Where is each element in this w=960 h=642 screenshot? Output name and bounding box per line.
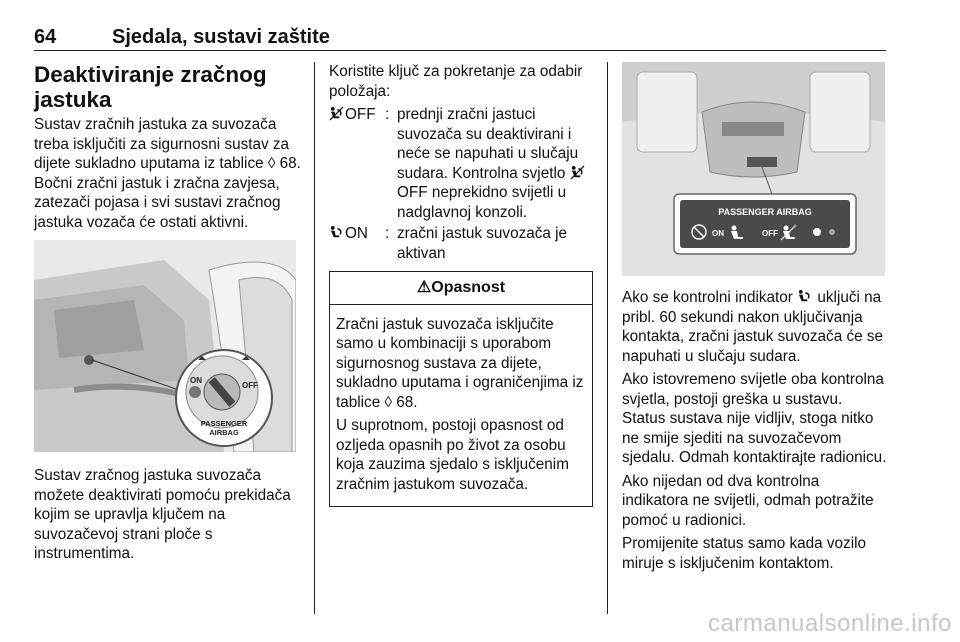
airbag-on-indicator-icon xyxy=(797,289,812,304)
switch-label-on: ON xyxy=(190,376,202,385)
column-1 xyxy=(34,62,302,568)
warning-title: Opasnost xyxy=(431,279,506,296)
watermark: carmanualsonline.info xyxy=(708,610,952,637)
definition-list xyxy=(329,105,593,263)
column-divider-2 xyxy=(607,62,608,614)
switch-label-off: OFF xyxy=(242,381,258,390)
paragraph-switch: Sustav zračnog jastuka suvozača možete deaktivirati pomoću prekidača kojim se upravlja ključem na suvozačevoj strani ploče s instrumentima. xyxy=(34,467,291,562)
heading-airbag-deactivation: Deaktiviranje zračnog jastuka xyxy=(34,62,267,112)
def-item-on: ON : zračni jastuk suvozača je aktivan xyxy=(329,224,593,263)
warning-paragraph-2: U suprotnom, postoji opasnost od ozljeda opasnih po život za osobu koja zauzima sjedalo s isključenim zračnim jastukom suvozača. xyxy=(336,417,569,493)
airbag-off-icon xyxy=(329,106,344,121)
column-divider-1 xyxy=(314,62,315,614)
warning-paragraph-1: Zračni jastuk suvozača isključite samo u kombinaciji s uporabom sigurnosnog sustava za dijete, sukladno uputama i ograničenjima iz tablice ◊ 68. xyxy=(336,315,584,411)
airbag-on-icon xyxy=(329,225,344,240)
airbag-off-icon-inline xyxy=(570,165,585,180)
paragraph-change-status: Promijenite status samo kada vozilo miruje s isključenim kontaktom. xyxy=(622,535,867,572)
console-panel-title: PASSENGER AIRBAG xyxy=(718,207,812,217)
figure-overhead-console xyxy=(622,62,885,276)
column-3 xyxy=(622,62,888,577)
console-label-on: ON xyxy=(712,229,724,238)
warning-triangle-icon: ⚠ xyxy=(416,279,432,296)
column-2 xyxy=(329,62,593,507)
section-title: Sjedala, sustavi zaštite xyxy=(112,26,330,48)
paragraph-select-position: Koristite ključ za pokretanje za odabir položaja: xyxy=(329,63,583,100)
page-number: 64 xyxy=(34,26,57,48)
console-label-off: OFF xyxy=(762,229,778,238)
paragraph-no-lights: Ako nijedan od dva kontrolna indikatora ne svijetli, odmah potražite pomoć u radionici. xyxy=(622,472,874,529)
def-term-on: ON xyxy=(345,225,368,242)
warning-box xyxy=(329,271,593,507)
switch-label-passenger: PASSENGER xyxy=(200,419,248,428)
paragraph-indicator-a: Ako se kontrolni indikator xyxy=(622,289,798,306)
paragraph-intro: Sustav zračnih jastuka za suvozača treba isključiti za sigurnosni sustav za dijete sukladno uputama iz tablice ◊ 68. Bočni zračni jastuk i zračna zavjesa, zatezači pojasa i svi sustavi zračnog jastuka vozača će ostati aktivni. xyxy=(34,116,301,231)
figure-door-switch xyxy=(34,240,296,452)
paragraph-both-lights: Ako istovremeno svijetle oba kontrolna svjetla, postoji greška u sustavu. Status sustava nije vidljiv, stoga nitko ne smije sjediti na suvozačevom sjedalu. Odmah kontaktirajte radionicu. xyxy=(622,371,887,466)
def-desc-off: prednji zračni jastuci suvozača su deaktivirani i neće se napuhati u slučaju sudara. Kontrolna svjetlo xyxy=(397,106,579,182)
def-desc-off-cont: OFF neprekidno svijetli u nadglavnoj konzoli. xyxy=(397,184,567,221)
def-item-off: OFF : prednji zračni jastuci suvozača su deaktivirani i neće se napuhati u slučaju sudara. Kontrolna svjetlo OFF neprekidno svijetli u nadglavnoj konzoli. xyxy=(329,105,593,222)
switch-label-airbag: AIRBAG xyxy=(209,428,239,437)
page-header xyxy=(34,24,886,51)
def-desc-on: zračni jastuk suvozača je aktivan xyxy=(397,225,568,262)
def-term-off: OFF xyxy=(345,106,376,123)
paragraph-indicator-b: uključi na pribl. 60 sekundi nakon uključivanja kontakta, zračni jastuk suvozača će se napuhati u slučaju sudara. xyxy=(622,289,884,365)
